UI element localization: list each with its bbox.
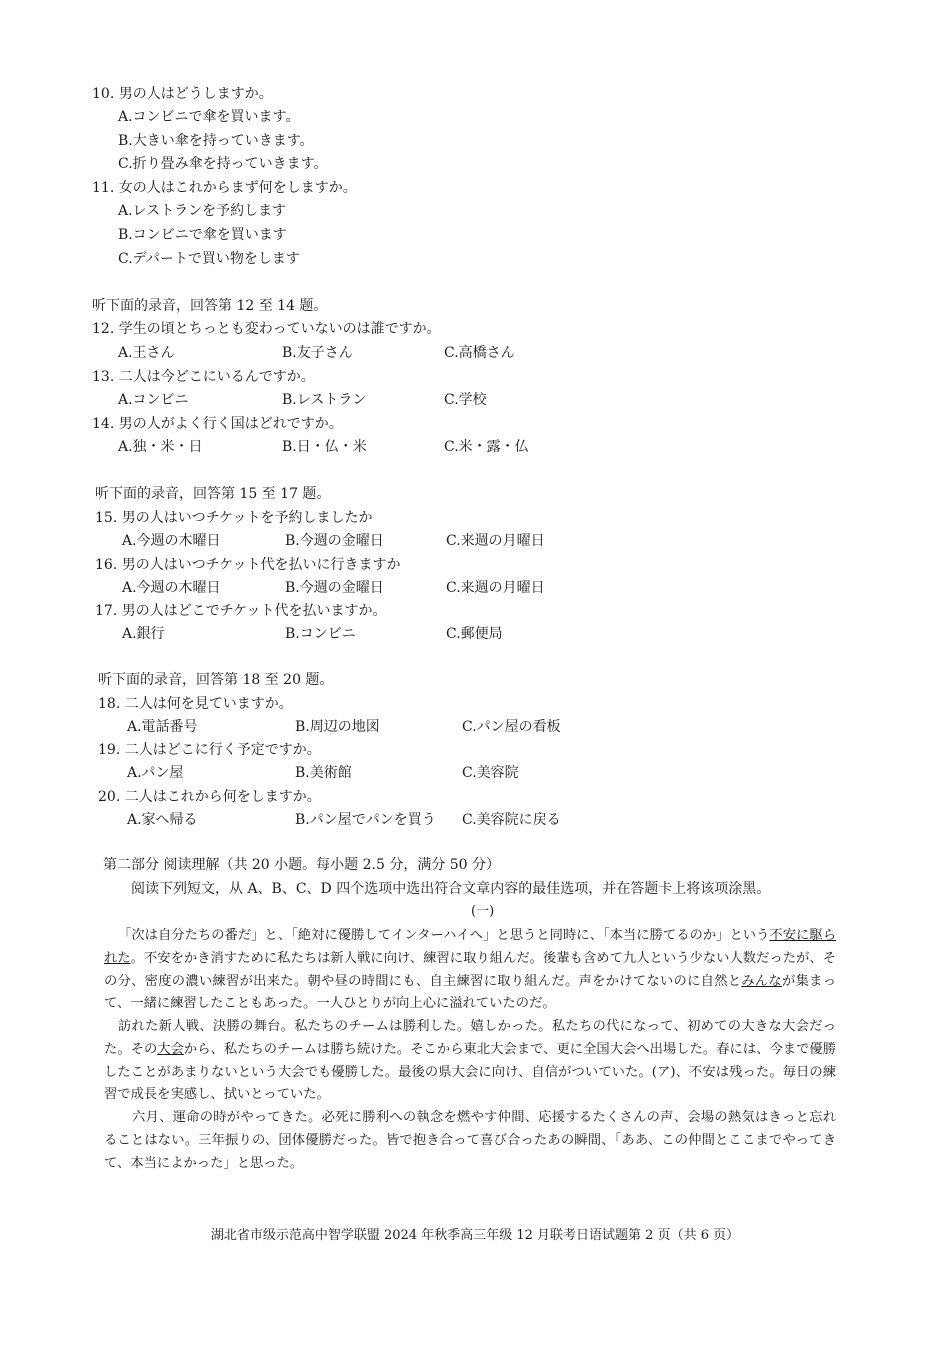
question-19-option-b: B.美術館 [295,765,352,781]
part2-title: 第二部分 阅读理解（共 20 小题。每小题 2.5 分，满分 50 分） [103,857,501,873]
question-11-stem: 11. 女の人はこれからまず何をしますか。 [92,180,357,196]
section-heading-18-20: 听下面的录音，回答第 18 至 20 题。 [98,672,334,688]
question-16-option-a: A.今週の木曜日 [122,580,221,596]
question-14-option-a: A.独・米・日 [118,439,203,455]
question-18-option-b: B.周辺の地図 [295,719,380,735]
part2-instruction: 阅读下列短文，从 A、B、C、D 四个选项中选出符合文章内容的最佳选项，并在答题卡上将该项涂黑。 [131,881,771,897]
question-10-option-b: B.大きい傘を持っていきます。 [118,133,314,149]
question-14-option-c: C.米・露・仏 [444,439,529,455]
question-18-option-c: C.パン屋の看板 [462,719,561,735]
question-17-option-c: C.郵便局 [446,626,503,642]
question-20-stem: 20. 二人はこれから何をしますか。 [98,789,321,805]
section-heading-12-14: 听下面的录音，回答第 12 至 14 题。 [92,298,328,314]
question-15-option-c: C.来週の月曜日 [446,533,545,549]
underlined-word-taikai: 大会 [157,1041,184,1057]
question-12-stem: 12. 学生の頃とちっとも変わっていないのは誰ですか。 [92,321,441,337]
question-15-option-b: B.今週の金曜日 [285,533,384,549]
question-13-stem: 13. 二人は今どこにいるんですか。 [92,369,315,385]
question-13-option-c: C.学校 [444,392,487,408]
question-10-stem: 10. 男の人はどうしますか。 [92,86,273,102]
question-15-option-a: A.今週の木曜日 [122,533,221,549]
question-13-option-b: B.レストラン [282,392,367,408]
passage-paragraph-1: 「次は自分たちの番だ」と、「絶対に優勝してインターハイへ」と思うと同時に、「本当に勝てるのか」という不安に駆られた。不安をかき消すために私たちは新人戦に向け、練習に取り組んだ。後輩も含めて九人という少ない人数だったが、その分、密度の濃い練習が出来た。朝や昼の時間にも、自主練習に取り組んだ。声をかけてないのに自然とみんなが集まって、一緒に練習したこともあった。一人ひとりが向上心に溢れていたのだ。 [104,928,837,1012]
passage-paragraph-3: 六月、運命の時がやってきた。必死に勝利への執念を燃やす仲間、応援するたくさんの声、会場の熱気はきっと忘れることはない。三年振りの、団体優勝だった。皆で抱き合って喜び合ったあの瞬間、「ああ、この仲間とここまでやってきて、本当によかった」と思った。 [104,1110,836,1171]
question-11-option-a: A.レストランを予約します [118,203,287,219]
question-16-option-c: C.来週の月曜日 [446,580,545,596]
question-18-stem: 18. 二人は何を見ていますか。 [98,696,293,712]
question-12-option-c: C.高橋さん [444,345,515,361]
question-20-option-c: C.美容院に戻る [462,812,561,828]
question-19-option-c: C.美容院 [462,765,519,781]
question-18-option-a: A.電話番号 [127,719,198,735]
underlined-word-minna: みんな [741,973,783,989]
question-17-option-a: A.銀行 [122,626,165,642]
question-15-stem: 15. 男の人はいつチケットを予約しましたか [95,510,373,526]
page-footer: 湖北省市级示范高中智学联盟 2024 年秋季高三年级 12 月联考日语试题第 2 页（共 6 页） [210,1228,740,1243]
question-20-option-a: A.家へ帰る [127,812,198,828]
passage-number: (一) [471,904,495,919]
question-13-option-a: A.コンビニ [118,392,189,408]
question-10-option-a: A.コンビニで傘を買います。 [118,109,300,125]
question-19-stem: 19. 二人はどこに行く予定ですか。 [98,742,321,758]
question-19-option-a: A.パン屋 [127,765,184,781]
question-14-option-b: B.日・仏・米 [282,439,367,455]
passage-paragraph-2: 訪れた新人戦、決勝の舞台。私たちのチームは勝利した。嬉しかった。私たちの代になって、初めての大きな大会だった。その大会から、私たちのチームは勝ち続けた。そこから東北大会まで、更に全国大会へ出場した。春には、今まで優勝したことがあまりないという大会でも優勝した。最後の県大会に向け、自信がついていた。(ア)、不安は残った。毎日の練習で成長を実感し、拭いとっていた。 [104,1019,837,1103]
section-heading-15-17: 听下面的录音，回答第 15 至 17 题。 [95,486,331,502]
question-11-option-b: B.コンビニで傘を買います [118,227,287,243]
question-17-stem: 17. 男の人はどこでチケット代を払いますか。 [95,603,387,619]
question-11-option-c: C.デパートで買い物をします [118,251,300,267]
question-20-option-b: B.パン屋でパンを買う [295,812,436,828]
question-12-option-a: A.王さん [118,345,175,361]
underlined-phrase-fuan: 不安に駆られた [104,928,836,966]
question-14-stem: 14. 男の人がよく行く国はどれですか。 [92,416,343,432]
question-10-option-c: C.折り畳み傘を持っていきます。 [118,156,328,172]
question-16-option-b: B.今週の金曜日 [285,580,384,596]
question-17-option-b: B.コンビニ [285,626,356,642]
question-12-option-b: B.友子さん [282,345,353,361]
question-16-stem: 16. 男の人はいつチケット代を払いに行きますか [95,557,401,573]
